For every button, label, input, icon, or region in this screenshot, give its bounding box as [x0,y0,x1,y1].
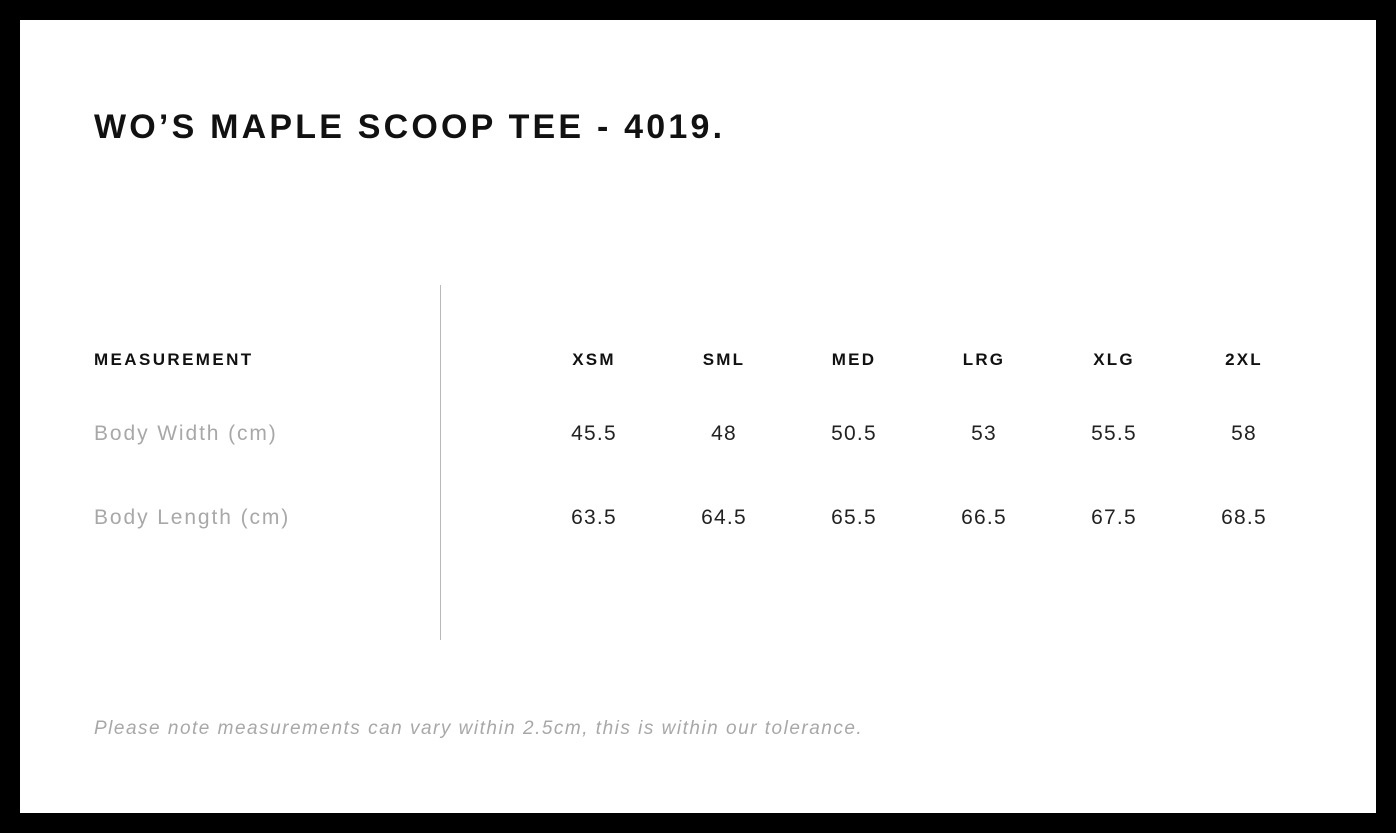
column-header-xlg: XLG [1093,350,1135,369]
cell-body-length-xlg: 67.5 [1091,506,1137,529]
table-header-row [94,350,1309,422]
size-chart-page [20,20,1376,813]
cell-body-width-xsm: 45.5 [571,422,617,445]
cell-body-length-2xl: 68.5 [1221,506,1267,529]
cell-body-width-lrg: 53 [971,422,997,445]
cell-body-length-lrg: 66.5 [961,506,1007,529]
column-header-sml: SML [702,350,746,369]
page-title: WO’S MAPLE SCOOP TEE - 4019. [94,108,726,146]
column-header-xsm: XSM [572,350,616,369]
cell-body-length-med: 65.5 [831,506,877,529]
size-measurement-table [94,350,1309,530]
cell-body-width-med: 50.5 [831,422,877,445]
cell-body-width-2xl: 58 [1231,422,1257,445]
table-row [94,506,1309,530]
tolerance-note: Please note measurements can vary within 2.5cm, this is within our tolerance. [94,718,864,739]
column-header-measurement: MEASUREMENT [94,350,254,369]
cell-body-width-xlg: 55.5 [1091,422,1137,445]
cell-body-length-sml: 64.5 [701,506,747,529]
column-header-2xl: 2XL [1225,350,1263,369]
cell-body-width-sml: 48 [711,422,737,445]
table-row [94,422,1309,506]
row-label-body-width: Body Width (cm) [94,422,278,445]
column-header-lrg: LRG [962,350,1006,369]
row-label-body-length: Body Length (cm) [94,506,291,529]
cell-body-length-xsm: 63.5 [571,506,617,529]
column-header-med: MED [831,350,877,369]
